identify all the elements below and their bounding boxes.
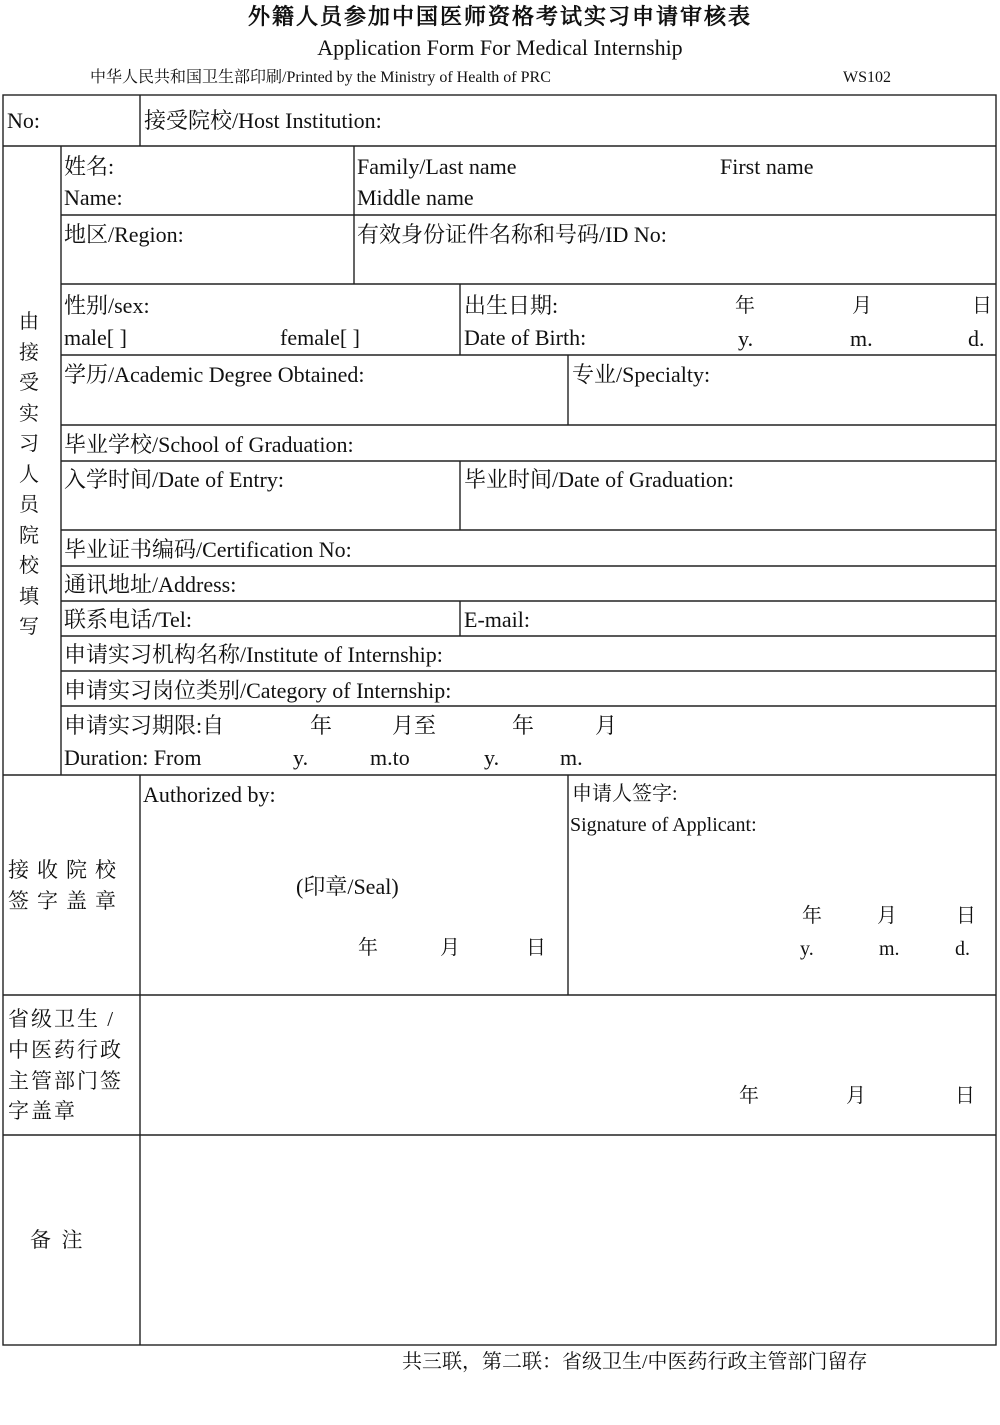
applicant-sign-year-en: y.	[800, 938, 814, 960]
side-char: 受	[19, 372, 39, 394]
specialty-field[interactable]: 专业/Specialty:	[572, 362, 711, 387]
footer-note: 共三联，第二联：省级卫生/中医药行政主管部门留存	[402, 1351, 868, 1373]
name-en-label[interactable]: Name:	[64, 185, 123, 210]
host-sign-label-line1: 接收院校	[8, 858, 124, 882]
form-title-en: Application Form For Medical Internship	[317, 35, 683, 60]
duration-en-prefix[interactable]: Duration: From	[64, 745, 202, 770]
duration-en-mto: m.to	[370, 745, 410, 770]
applicant-sign-day-en: d.	[955, 938, 970, 960]
provincial-sign-label-line4: 字盖章	[8, 1099, 77, 1123]
applicant-signature-field[interactable]: Signature of Applicant:	[570, 814, 757, 836]
region-field[interactable]: 地区/Region:	[64, 222, 184, 247]
duration-cn-prefix: 申请实习期限:自	[64, 713, 225, 738]
side-char: 写	[19, 616, 39, 638]
first-name-label[interactable]: First name	[720, 154, 814, 179]
degree-field[interactable]: 学历/Academic Degree Obtained:	[64, 362, 365, 387]
dob-month-en: m.	[850, 326, 873, 351]
email-field[interactable]: E-mail:	[464, 607, 530, 632]
duration-cn-year2: 年	[512, 713, 535, 738]
host-sign-day: 日	[526, 937, 546, 959]
duration-en-y2: y.	[484, 745, 500, 770]
provincial-sign-year: 年	[739, 1085, 759, 1107]
name-cn-label: 姓名:	[64, 154, 115, 179]
host-sign-month: 月	[440, 937, 460, 959]
dob-day-en: d.	[968, 326, 985, 351]
host-institution-field[interactable]: 接受院校/Host Institution:	[144, 108, 382, 133]
duration-cn-month2: 月	[595, 713, 618, 738]
tel-field[interactable]: 联系电话/Tel:	[64, 607, 193, 632]
dob-en-label[interactable]: Date of Birth:	[464, 325, 587, 350]
side-char: 实	[19, 402, 39, 425]
provincial-sign-label-line3: 主管部门签	[8, 1069, 123, 1093]
sex-label: 性别/sex:	[64, 293, 150, 318]
side-char: 员	[19, 494, 39, 516]
section1-side-label	[17, 312, 41, 648]
form-title-cn: 外籍人员参加中国医师资格考试实习申请审核表	[247, 4, 752, 29]
applicant-sign-day-cn: 日	[956, 905, 976, 927]
male-checkbox[interactable]: male[ ]	[64, 325, 127, 350]
applicant-sign-year-cn: 年	[802, 905, 822, 927]
applicant-sign-month-en: m.	[879, 938, 900, 960]
dob-year-en: y.	[738, 326, 754, 351]
address-field[interactable]: 通讯地址/Address:	[64, 572, 237, 597]
applicant-sig-cn-label: 申请人签字:	[572, 783, 678, 805]
duration-en-m2: m.	[560, 745, 583, 770]
duration-en-y1: y.	[293, 745, 309, 770]
dob-year-cn: 年	[735, 295, 755, 317]
entry-date-field[interactable]: 入学时间/Date of Entry:	[64, 467, 284, 492]
side-char: 习	[19, 433, 39, 455]
side-char: 人	[19, 463, 39, 486]
side-char: 接	[19, 341, 39, 364]
side-char: 校	[19, 555, 39, 577]
dob-day-cn: 日	[972, 295, 992, 317]
provincial-sign-area[interactable]	[141, 996, 996, 1134]
seal-area[interactable]: (印章/Seal)	[296, 874, 399, 899]
category-field[interactable]: 申请实习岗位类别/Category of Internship:	[64, 678, 452, 703]
graduation-date-field[interactable]: 毕业时间/Date of Graduation:	[464, 467, 735, 492]
id-no-field[interactable]: 有效身份证件名称和号码/ID No:	[357, 222, 667, 247]
authorized-by-field[interactable]: Authorized by:	[143, 782, 276, 807]
host-sign-year: 年	[358, 937, 378, 959]
provincial-sign-label-line1: 省级卫生 /	[8, 1007, 116, 1031]
dob-cn-label: 出生日期:	[464, 293, 559, 318]
institute-field[interactable]: 申请实习机构名称/Institute of Internship:	[64, 642, 443, 667]
side-char: 由	[19, 311, 39, 333]
printed-by: 中华人民共和国卫生部印刷/Printed by the Ministry of Health of PRC	[90, 69, 551, 86]
applicant-sign-month-cn: 月	[877, 905, 897, 927]
cert-no-field[interactable]: 毕业证书编码/Certification No:	[64, 537, 352, 562]
middle-name-label[interactable]: Middle name	[357, 185, 474, 210]
duration-cn-month-to: 月至	[392, 713, 437, 738]
provincial-sign-day: 日	[955, 1085, 975, 1107]
side-char: 填	[19, 585, 39, 608]
remarks-area[interactable]	[141, 1136, 996, 1344]
female-checkbox[interactable]: female[ ]	[280, 325, 360, 350]
provincial-sign-label-line2: 中医药行政	[8, 1038, 123, 1062]
side-char: 院	[19, 524, 39, 547]
duration-cn-year1: 年	[310, 713, 333, 738]
no-label[interactable]: No:	[7, 108, 40, 133]
family-name-label[interactable]: Family/Last name	[357, 154, 517, 179]
form-code: WS102	[843, 69, 891, 86]
provincial-sign-month: 月	[846, 1085, 866, 1107]
remarks-label: 备 注	[30, 1228, 83, 1252]
school-field[interactable]: 毕业学校/School of Graduation:	[64, 432, 354, 457]
dob-month-cn: 月	[852, 295, 872, 317]
host-sign-label-line2: 签字盖章	[8, 889, 124, 913]
